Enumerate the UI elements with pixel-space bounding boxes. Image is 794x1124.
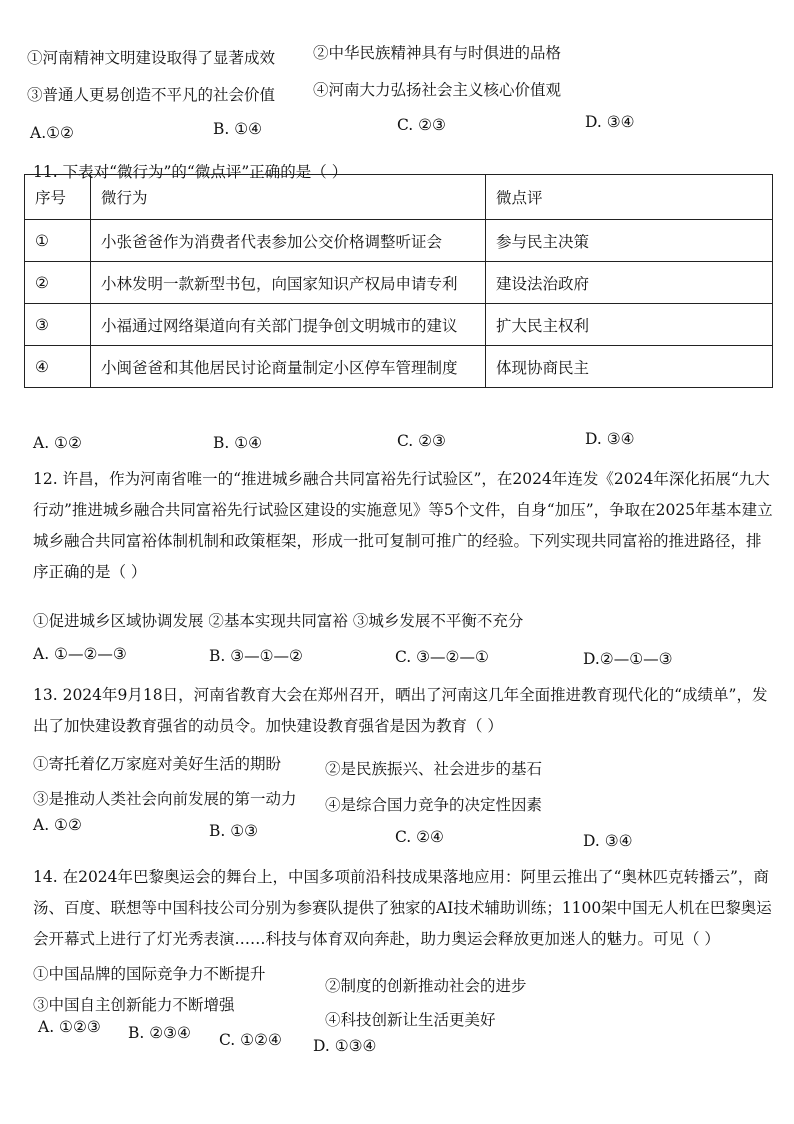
table-cell: ③ [25, 304, 91, 346]
q10-item-3: ③普通人更易创造不平凡的社会价值 [27, 86, 276, 104]
q10-option-b: B. ①④ [213, 120, 263, 138]
q13-item-3: ③是推动人类社会向前发展的第一动力 [33, 790, 297, 808]
table-cell: 小福通过网络渠道向有关部门提争创文明城市的建议 [91, 304, 486, 346]
table-row [25, 346, 773, 388]
table-cell: 建设法治政府 [486, 262, 773, 304]
q13-item-2: ②是民族振兴、社会进步的基石 [325, 760, 543, 778]
q10-option-a: A.①② [30, 124, 74, 142]
table-header-cell: 序号 [25, 175, 91, 220]
q14-option-b: B. ②③④ [128, 1024, 191, 1042]
q14-item-4: ④科技创新让生活更美好 [325, 1011, 496, 1029]
q14-option-a: A. ①②③ [38, 1018, 101, 1036]
q13-stem: 13. 2024年9月18日，河南省教育大会在郑州召开，晒出了河南这几年全面推进教育现代化的“成绩单”，发出了加快建设教育强省的动员令。加快建设教育强省是因为教育（ ） [33, 686, 768, 735]
q10-item-4: ④河南大力弘扬社会主义核心价值观 [313, 81, 562, 99]
q13-option-c: C. ②④ [395, 828, 444, 846]
table-cell: ② [25, 262, 91, 304]
q10-option-c: C. ②③ [397, 116, 446, 134]
q13-option-a: A. ①② [33, 816, 82, 834]
table-row [25, 262, 773, 304]
q12-items: ①促进城乡区域协调发展 ②基本实现共同富裕 ③城乡发展不平衡不充分 [33, 612, 524, 630]
table-cell: 参与民主决策 [486, 220, 773, 262]
q13-option-b: B. ①③ [209, 822, 259, 840]
q11-option-c: C. ②③ [397, 432, 446, 450]
table-cell: 体现协商民主 [486, 346, 773, 388]
table-cell: ① [25, 220, 91, 262]
table-header-row [25, 175, 773, 220]
q14-option-d: D. ①③④ [313, 1037, 377, 1055]
q12-stem: 12. 许昌，作为河南省唯一的“推进城乡融合共同富裕先行试验区”，在2024年连发《2024年深化拓展“九大行动”推进城乡融合共同富裕先行试验区建设的实施意见》等5个文件，自身“加压”，争取在2025年基本建立城乡融合共同富裕体制机制和政策框架，形成一批可复制可推广的经验。下列实现共同富裕的推进路径，排序正确的是（ ） [33, 470, 773, 581]
q11-option-a: A. ①② [33, 434, 82, 452]
q11-option-d: D. ③④ [585, 430, 635, 448]
q12-option-c: C. ③—②—① [395, 648, 489, 666]
q12-option-b: B. ③—①—② [209, 647, 303, 665]
q12-option-a: A. ①—②—③ [33, 645, 127, 663]
table-cell: 小张爸爸作为消费者代表参加公交价格调整听证会 [91, 220, 486, 262]
q12-option-d: D.②—①—③ [583, 650, 673, 668]
table-cell: ④ [25, 346, 91, 388]
q10-item-1: ①河南精神文明建设取得了显著成效 [27, 49, 276, 67]
q11-table [24, 174, 773, 388]
q14-item-2: ②制度的创新推动社会的进步 [325, 977, 527, 995]
q13-option-d: D. ③④ [583, 832, 633, 850]
table-cell: 小林发明一款新型书包，向国家知识产权局申请专利 [91, 262, 486, 304]
q10-option-d: D. ③④ [585, 113, 635, 131]
table-row [25, 220, 773, 262]
q14-item-1: ①中国品牌的国际竞争力不断提升 [33, 965, 266, 983]
q14-item-3: ③中国自主创新能力不断增强 [33, 996, 235, 1014]
q11-option-b: B. ①④ [213, 434, 263, 452]
q14-option-c: C. ①②④ [219, 1031, 282, 1049]
table-header-cell: 微点评 [486, 175, 773, 220]
q13-item-1: ①寄托着亿万家庭对美好生活的期盼 [33, 755, 282, 773]
table-cell: 扩大民主权利 [486, 304, 773, 346]
q11-stem: 11. 下表对“微行为”的“微点评”正确的是（ ） [33, 163, 348, 181]
q14-stem: 14. 在2024年巴黎奥运会的舞台上，中国多项前沿科技成果落地应用：阿里云推出了“奥林匹克转播云”，商汤、百度、联想等中国科技公司分别为参赛队提供了独家的AI技术辅助训练；1100架中国无人机在巴黎奥运会开幕式上进行了灯光秀表演……科技与体育双向奔赴，助力奥运会释放更加迷人的魅力。可见（ ） [33, 868, 772, 948]
table-row [25, 304, 773, 346]
q10-item-2: ②中华民族精神具有与时俱进的品格 [313, 44, 562, 62]
table-cell: 小闽爸爸和其他居民讨论商量制定小区停车管理制度 [91, 346, 486, 388]
table-header-cell: 微行为 [91, 175, 486, 220]
q13-item-4: ④是综合国力竞争的决定性因素 [325, 796, 543, 814]
